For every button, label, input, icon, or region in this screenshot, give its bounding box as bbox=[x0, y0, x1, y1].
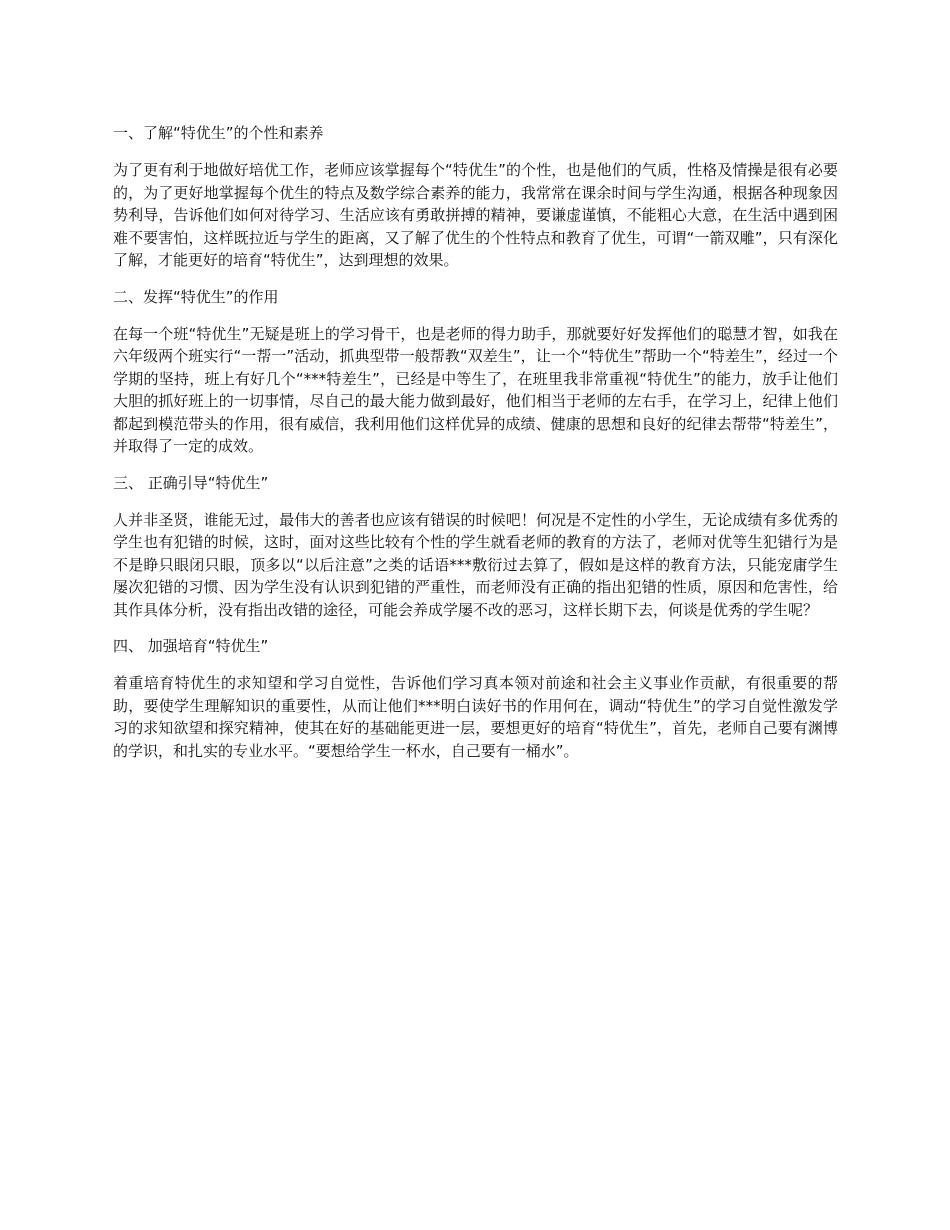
section-heading-1: 一、了解“特优生”的个性和素养 bbox=[113, 124, 324, 142]
document-content bbox=[113, 122, 838, 776]
section-body-1: 为了更有利于地做好培优工作，老师应该掌握每个“特优生”的个性，也是他们的气质，性格及情操是很有必要的，为了更好地掌握每个优生的特点及数学综合素养的能力，我常常在课余时间与学生沟通，根据各种现象因势利导，告诉他们如何对待学习、生活应该有勇敢拼搏的精神，要谦虚谨慎，不能粗心大意，在生活中遇到困难不要害怕，这样既拉近与学生的距离，又了解了优生的个性特点和教育了优生，可谓“一箭双雕”，只有深化了解，才能更好的培育“特优生”，达到理想的效果。 bbox=[113, 161, 838, 269]
section-heading-2: 二、发挥“特优生”的作用 bbox=[113, 287, 279, 306]
section-body-2: 在每一个班“特优生”无疑是班上的学习骨干，也是老师的得力助手，那就要好好发挥他们的聪慧才智，如我在六年级两个班实行“一帮一”活动，抓典型带一般帮教“双差生”，让一个“特优生”帮助一个“特差生”，经过一个学期的坚持，班上有好几个“***特差生”，已经是中等生了，在班里我非常重视“特优生”的能力，放手让他们大胆的抓好班上的一切事情，尽自己的最大能力做到最好，他们相当于老师的左右手，在学习上，纪律上他们都起到模范带头的作用，很有威信，我利用他们这样优异的成绩、健康的思想和良好的纪律去帮带“特差生”，并取得了一定的成效。 bbox=[113, 324, 838, 455]
section-heading-4: 四、 加强培育“特优生” bbox=[113, 637, 269, 655]
section-body-4: 着重培育特优生的求知望和学习自觉性，告诉他们学习真本领对前途和社会主义事业作贡献，有很重要的帮助，要使学生理解知识的重要性，从而让他们***明白读好书的作用何在，调动“特优生”的学习自觉性激发学习的求知欲望和探究精神，使其在好的基础能更进一层，要想更好的培育“特优生”，首先，老师自己要有渊博的学识，和扎实的专业水平。“要想给学生一杯水，自己要有一桶水”。 bbox=[113, 674, 838, 760]
section-heading-3: 三、 正确引导“特优生” bbox=[113, 473, 269, 492]
section-body-3: 人并非圣贤，谁能无过，最伟大的善者也应该有错误的时候吧！何况是不定性的小学生，无论成绩有多优秀的学生也有犯错的时候，这时，面对这些比较有个性的学生就看老师的教育的方法了，老师对优等生犯错行为是不是睁只眼闭只眼，顶多以“以后注意”之类的话语***敷衍过去算了，假如是这样的教育方法，只能宠庸学生屡次犯错的习惯、因为学生没有认识到犯错的严重性，而老师没有正确的指出犯错的性质，原因和危害性，给其作具体分析，没有指出改错的途径，可能会养成学屡不改的恶习，这样长期下去，何谈是优秀的学生呢？ bbox=[113, 510, 838, 619]
